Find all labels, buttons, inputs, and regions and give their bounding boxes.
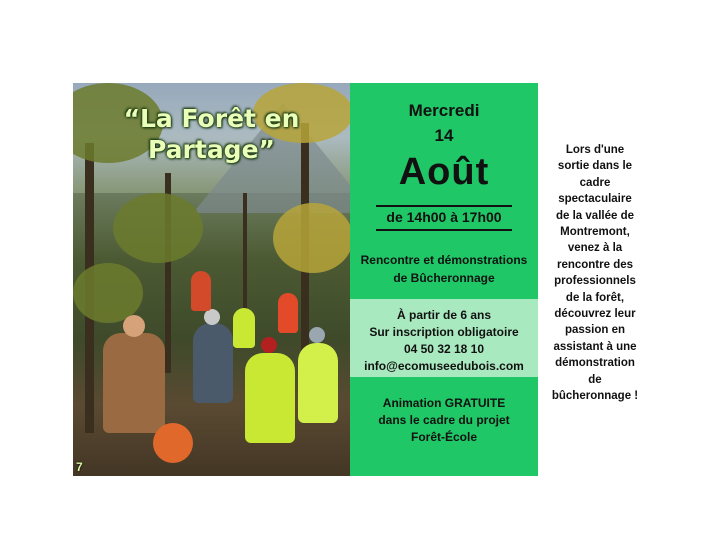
event-hours: de 14h00 à 17h00 — [386, 209, 502, 225]
foliage — [73, 263, 143, 323]
event-month: Août — [398, 151, 490, 193]
divider — [376, 229, 512, 231]
email-address: info@ecomuseedubois.com — [364, 359, 524, 373]
side-line: rencontre des — [556, 258, 634, 271]
side-description — [544, 142, 646, 405]
side-line: assistant à une — [553, 340, 637, 353]
side-line: de la vallée de — [556, 209, 634, 222]
side-line: spectaculaire — [558, 193, 632, 206]
side-line: Lors d'une — [565, 144, 625, 156]
person-head — [204, 309, 220, 325]
event-note-line3: Forêt-École — [410, 430, 477, 444]
foliage — [273, 203, 350, 273]
age-info: À partir de 6 ans — [396, 308, 492, 322]
event-description-line2: de Bûcheronnage — [393, 271, 495, 285]
event-note-line2: dans le cadre du projet — [378, 413, 510, 427]
event-note-line1: Animation GRATUITE — [382, 396, 506, 410]
event-note — [350, 395, 538, 446]
person-head — [123, 315, 145, 337]
side-line: démonstration — [555, 357, 635, 370]
phone-number: 04 50 32 18 10 — [403, 342, 485, 356]
event-info — [350, 307, 538, 375]
event-description — [350, 251, 538, 287]
person — [153, 423, 193, 463]
side-line: venez à la — [567, 242, 623, 255]
forest-photo — [73, 83, 350, 476]
event-panel — [350, 83, 538, 476]
side-line: sortie dans le — [557, 160, 633, 173]
person-head — [309, 327, 325, 343]
side-line: de — [588, 373, 602, 386]
side-line: Montremont, — [560, 226, 630, 239]
person — [278, 293, 298, 333]
event-description-line1: Rencontre et démonstrations — [360, 253, 528, 267]
side-line: cadre — [579, 176, 611, 189]
photo-title — [73, 103, 350, 165]
divider — [376, 205, 512, 207]
photo-title-line1: “La Forêt en — [123, 104, 300, 133]
person — [298, 343, 338, 423]
side-line: découvrez leur — [554, 308, 636, 321]
side-line: de la forêt, — [565, 291, 625, 304]
person-head — [261, 337, 277, 353]
person — [233, 308, 255, 348]
registration-info: Sur inscription obligatoire — [369, 325, 519, 339]
event-day-number: 14 — [434, 126, 454, 145]
side-line: passion en — [564, 324, 626, 337]
event-day: Mercredi — [408, 101, 480, 120]
person — [191, 271, 211, 311]
person — [193, 323, 233, 403]
photo-title-line2: Partage” — [148, 135, 275, 164]
side-line: professionnels — [554, 275, 636, 288]
person — [245, 353, 295, 443]
side-line: bûcheronnage ! — [551, 390, 639, 403]
page-number: 7 — [76, 460, 83, 474]
person — [103, 333, 165, 433]
foliage — [113, 193, 203, 263]
